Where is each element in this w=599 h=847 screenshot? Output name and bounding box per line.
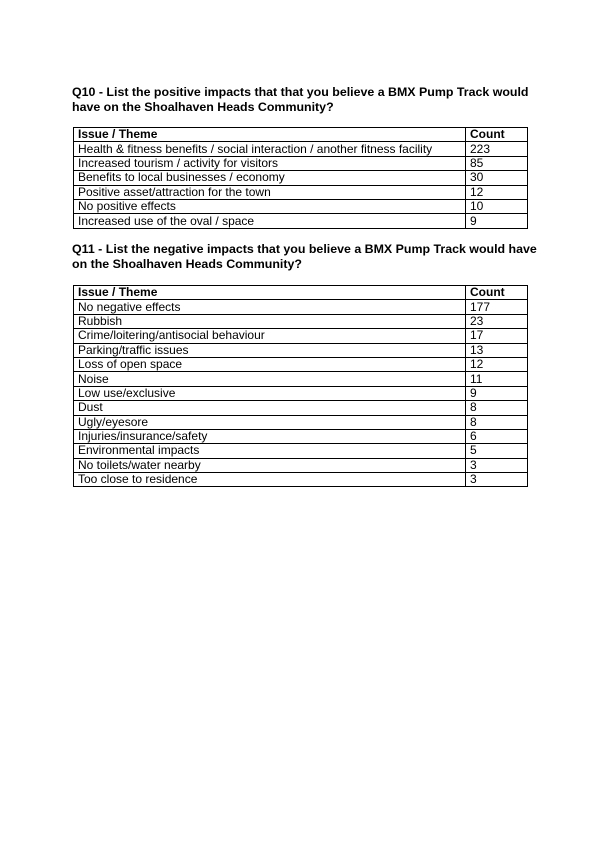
theme-cell: Ugly/eyesore — [74, 415, 466, 429]
theme-cell: Environmental impacts — [74, 444, 466, 458]
count-cell: 3 — [466, 473, 528, 487]
count-cell: 12 — [466, 357, 528, 371]
theme-cell: Loss of open space — [74, 357, 466, 371]
theme-cell: Low use/exclusive — [74, 386, 466, 400]
table-row — [74, 314, 528, 328]
q11-question-title: Q11 - List the negative impacts that you believe a BMX Pump Track would have on the Shoalhaven Heads Community? — [72, 242, 537, 271]
theme-cell: No toilets/water nearby — [74, 458, 466, 472]
theme-cell: Too close to residence — [74, 473, 466, 487]
count-cell: 10 — [466, 199, 528, 213]
theme-cell: Noise — [74, 372, 466, 386]
table-row — [74, 329, 528, 343]
count-cell: 17 — [466, 329, 528, 343]
table-row — [74, 386, 528, 400]
table-row — [74, 415, 528, 429]
q10-question-title: Q10 - List the positive impacts that that you believe a BMX Pump Track would have on the Shoalhaven Heads Community? — [72, 85, 529, 114]
q10-results-table — [73, 127, 528, 229]
count-cell: 8 — [466, 401, 528, 415]
table-row — [74, 199, 528, 213]
theme-cell: Dust — [74, 401, 466, 415]
theme-cell: Increased use of the oval / space — [74, 214, 466, 228]
table-row — [74, 185, 528, 199]
theme-cell: Benefits to local businesses / economy — [74, 171, 466, 185]
table-row — [74, 429, 528, 443]
count-column-header: Count — [466, 128, 528, 142]
count-cell: 223 — [466, 142, 528, 156]
count-cell: 5 — [466, 444, 528, 458]
table-header-row — [74, 286, 528, 300]
theme-column-header: Issue / Theme — [74, 128, 466, 142]
count-cell: 30 — [466, 171, 528, 185]
table-row — [74, 458, 528, 472]
theme-cell: Crime/loitering/antisocial behaviour — [74, 329, 466, 343]
theme-cell: Parking/traffic issues — [74, 343, 466, 357]
table-row — [74, 343, 528, 357]
table-row — [74, 357, 528, 371]
count-cell: 177 — [466, 300, 528, 314]
count-cell: 9 — [466, 386, 528, 400]
theme-cell: Injuries/insurance/safety — [74, 429, 466, 443]
count-cell: 9 — [466, 214, 528, 228]
table-row — [74, 300, 528, 314]
count-cell: 6 — [466, 429, 528, 443]
table-row — [74, 142, 528, 156]
table-row — [74, 372, 528, 386]
table-row — [74, 214, 528, 228]
table-row — [74, 401, 528, 415]
theme-cell: No negative effects — [74, 300, 466, 314]
count-cell: 8 — [466, 415, 528, 429]
count-cell: 13 — [466, 343, 528, 357]
table-row — [74, 444, 528, 458]
table-row — [74, 171, 528, 185]
table-row — [74, 473, 528, 487]
count-cell: 85 — [466, 156, 528, 170]
theme-cell: Increased tourism / activity for visitors — [74, 156, 466, 170]
count-column-header: Count — [466, 286, 528, 300]
theme-cell: Positive asset/attraction for the town — [74, 185, 466, 199]
count-cell: 23 — [466, 314, 528, 328]
table-row — [74, 156, 528, 170]
theme-cell: Health & fitness benefits / social interaction / another fitness facility — [74, 142, 466, 156]
theme-cell: Rubbish — [74, 314, 466, 328]
theme-column-header: Issue / Theme — [74, 286, 466, 300]
count-cell: 12 — [466, 185, 528, 199]
count-cell: 3 — [466, 458, 528, 472]
q11-results-table — [73, 285, 528, 487]
count-cell: 11 — [466, 372, 528, 386]
table-header-row — [74, 128, 528, 142]
theme-cell: No positive effects — [74, 199, 466, 213]
